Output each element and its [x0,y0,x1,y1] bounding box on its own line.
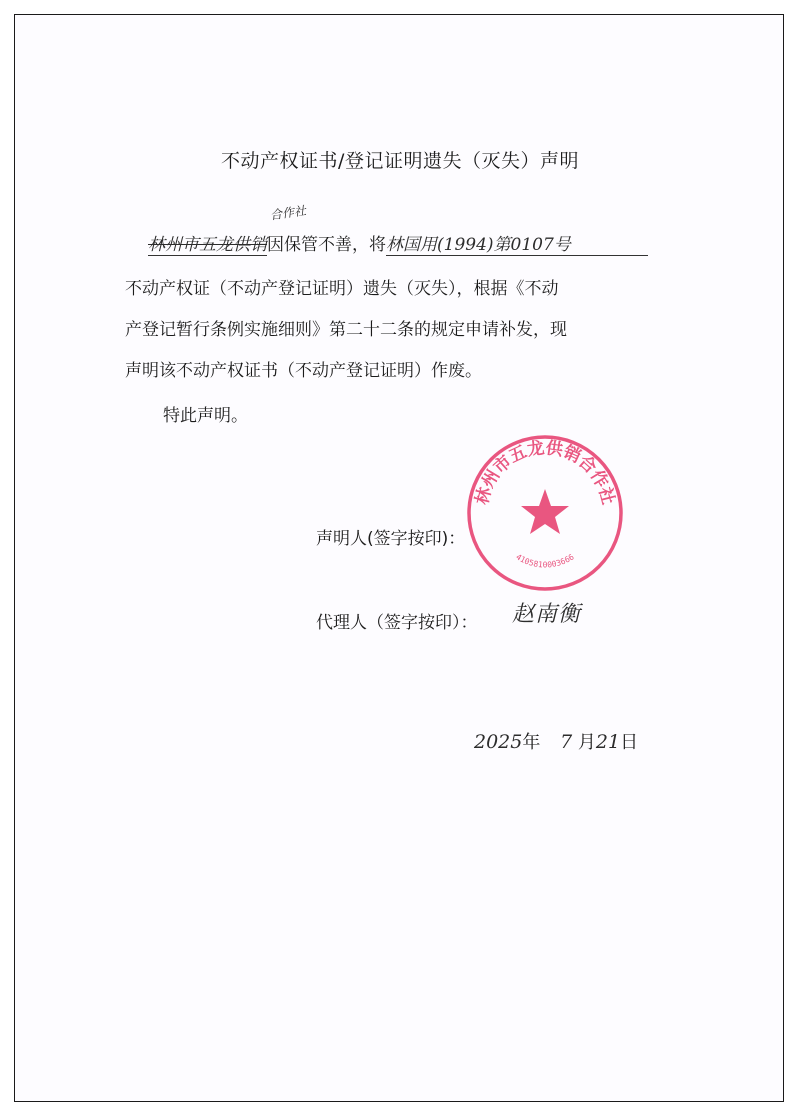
closing-text: 特此声明。 [163,406,248,426]
document-title: 不动产权证书/登记证明遗失（灭失）声明 [221,150,579,172]
agent-label: 代理人（签字按印）： [316,613,478,633]
paragraph-line-3: 产登记暂行条例实施细则》第二十二条的规定申请补发，现 [125,320,567,340]
paragraph-line-4: 声明该不动产权证书（不动产登记证明）作废。 [125,361,482,381]
cert-number-handwritten: 林国用(1994)第0107号 [386,230,648,256]
seal-code: 4105810003666 [514,552,576,570]
paragraph-line-2: 不动产权证（不动产登记证明）遗失（灭失），根据《不动 [125,279,559,299]
date-month: 7 [560,731,573,753]
company-seal [465,433,625,593]
declarant-label: 声明人(签字按印)： [316,529,466,549]
year-label: 年 [522,732,541,753]
document-page [14,14,784,1102]
owner-insert-note: 合作社 [269,203,307,223]
line1-middle-text: 因保管不善，将 [267,235,386,255]
month-label: 月 [577,732,596,753]
seal-text: 林州市五龙供销合作社 [472,438,618,507]
day-label: 日 [620,732,639,753]
agent-signature: 赵南衡 [512,602,582,627]
owner-name-handwritten: 林州市五龙供销 [148,230,267,256]
paragraph-line-1 [148,230,648,256]
date-day: 21 [595,731,621,753]
date-year: 2025 [474,731,523,753]
seal-star-icon [521,489,569,534]
date-line [474,728,638,754]
